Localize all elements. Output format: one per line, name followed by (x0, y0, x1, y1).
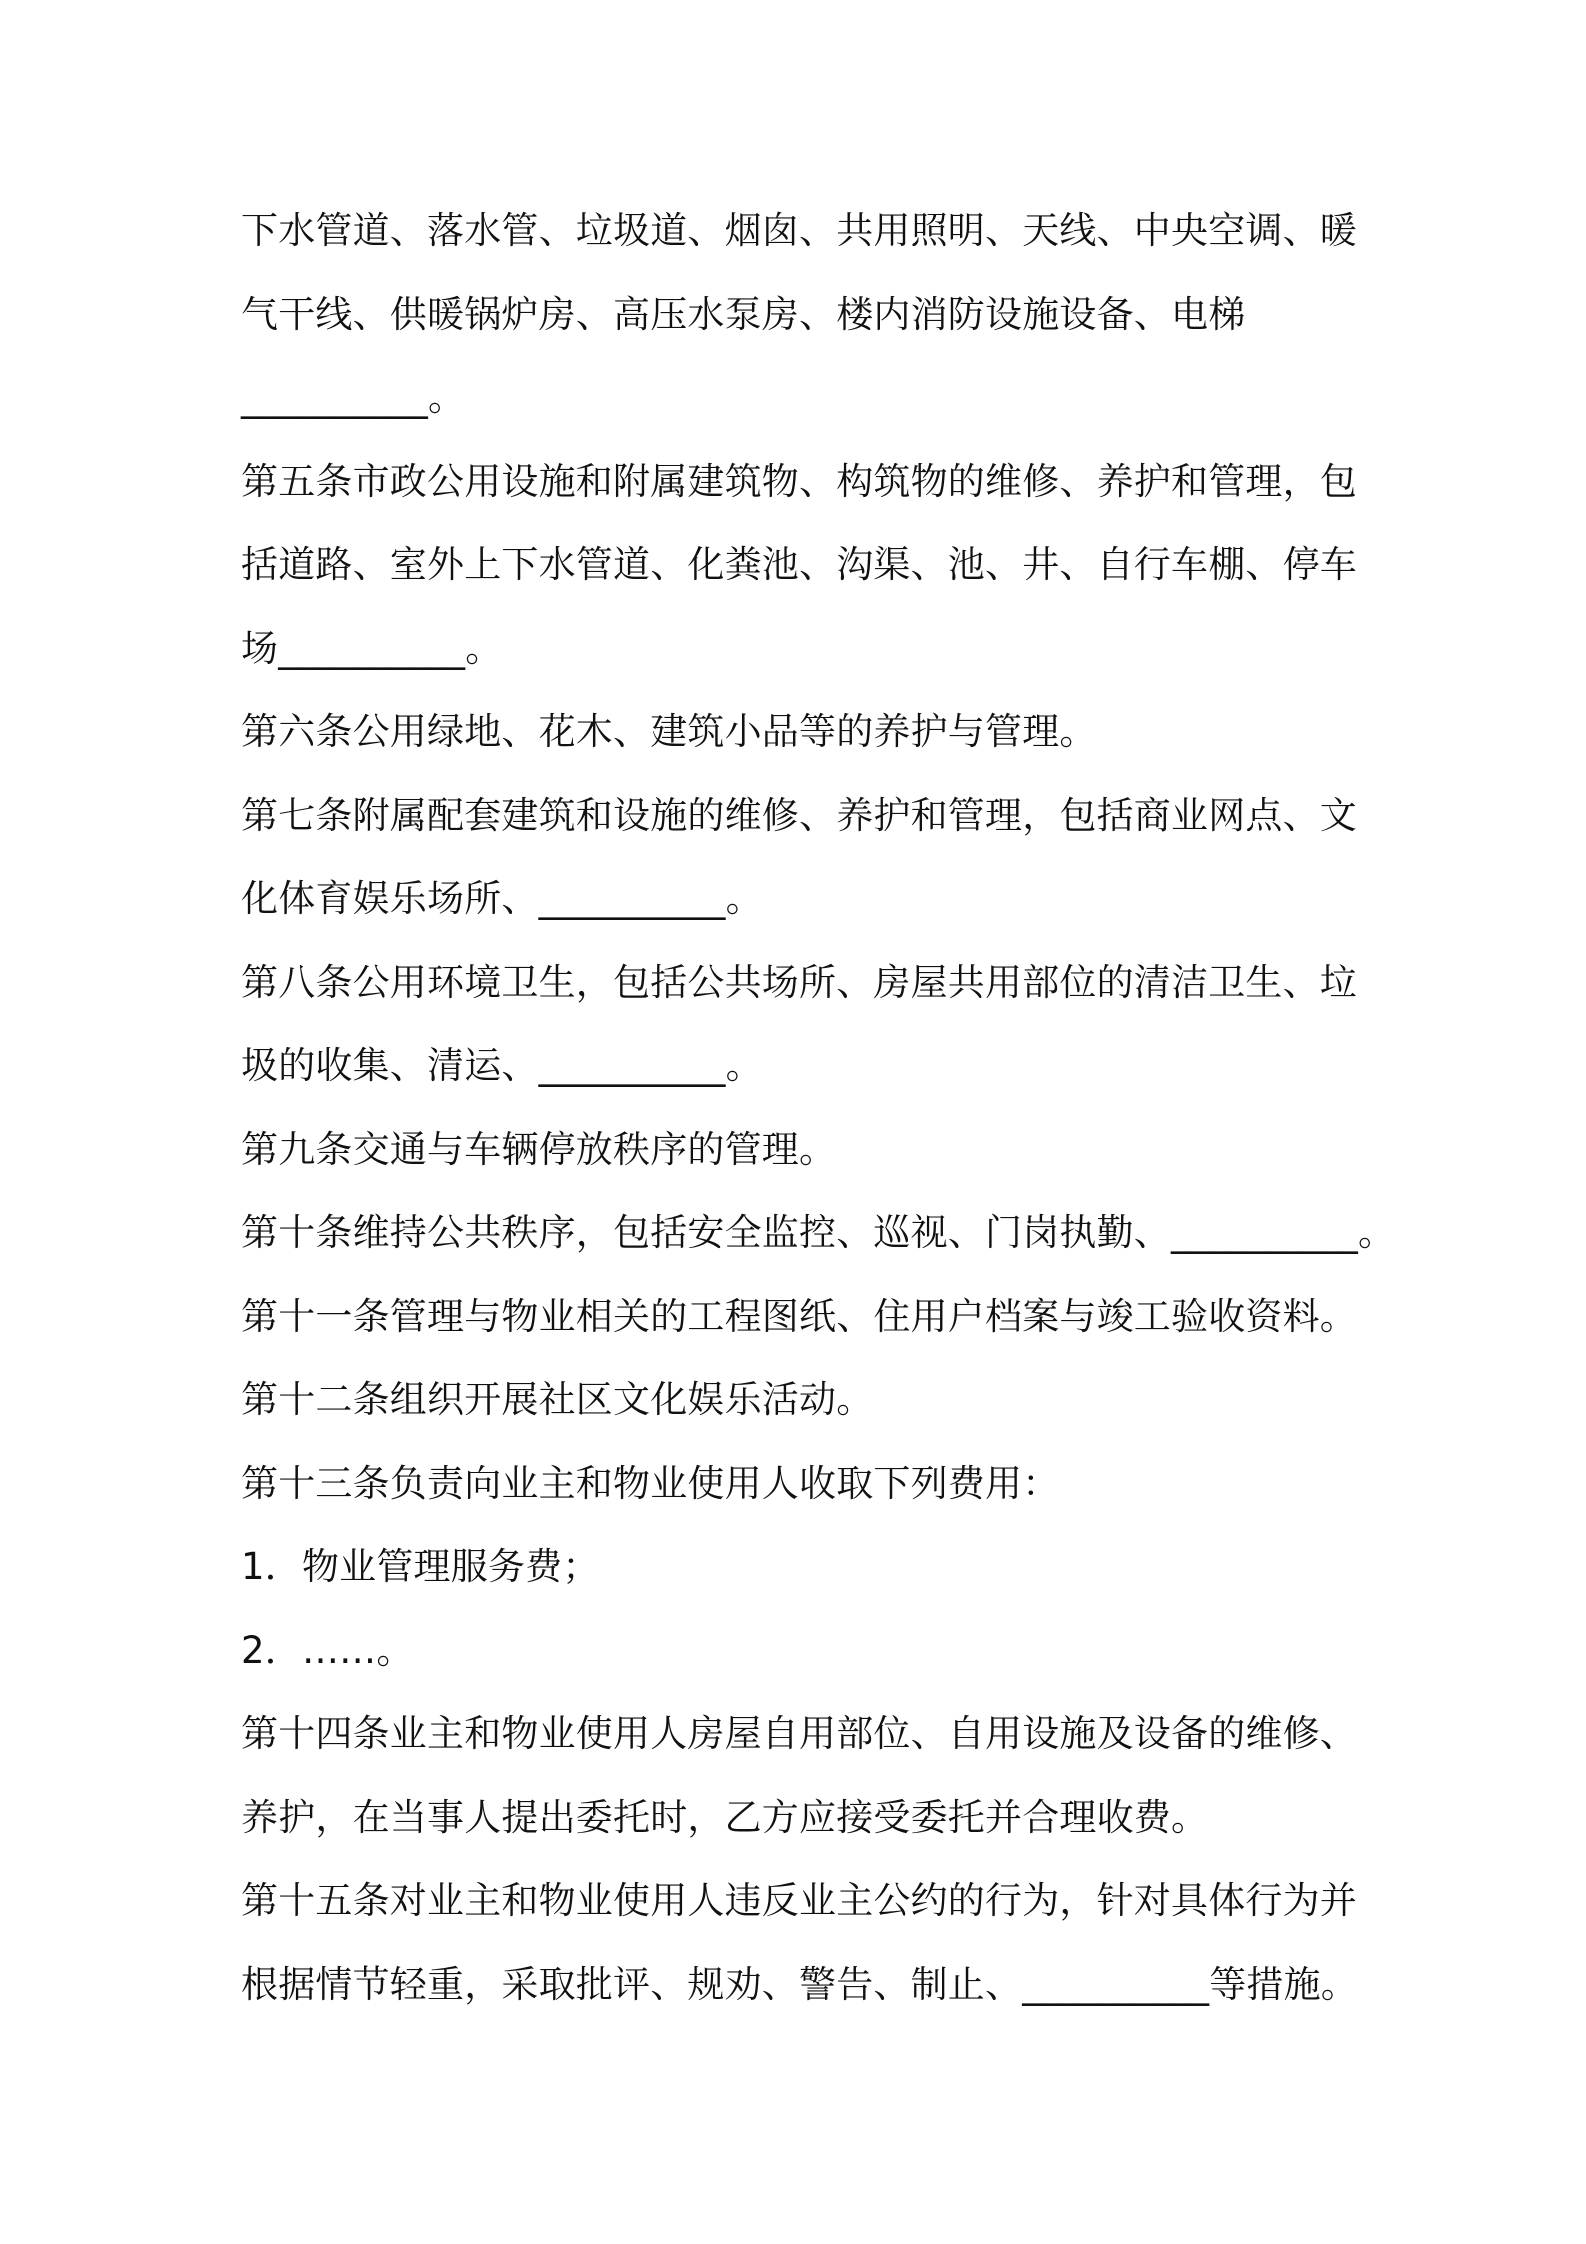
text-line: 化体育娱乐场所、__________。 (241, 877, 763, 920)
article-14: 第十四条业主和物业使用人房屋自用部位、自用设施及设备的维修、 (241, 1712, 1357, 1755)
text-line: 下水管道、落水管、垃圾道、烟囱、共用照明、天线、中央空调、暖 (241, 209, 1357, 252)
article-11: 第十一条管理与物业相关的工程图纸、住用户档案与竣工验收资料。 (241, 1294, 1357, 1338)
article-8: 第八条公用环境卫生，包括公共场所、房屋共用部位的清洁卫生、垃 (241, 960, 1357, 1004)
text-line: 养护，在当事人提出委托时，乙方应接受委托并合理收费。 (241, 1795, 1209, 1839)
document-body (241, 195, 1396, 2032)
article-6: 第六条公用绿地、花木、建筑小品等的养护与管理。 (241, 710, 1097, 753)
text-line: __________。 (241, 376, 466, 419)
text-line: 根据情节轻重，采取批评、规劝、警告、制止、__________等措施。 (241, 1962, 1358, 2006)
text-line: 场__________。 (241, 626, 503, 670)
article-15: 第十五条对业主和物业使用人违反业主公约的行为，针对具体行为并 (241, 1879, 1357, 1922)
text-line: 气干线、供暖锅炉房、高压水泵房、楼内消防设施设备、电梯 (241, 292, 1246, 336)
list-item: 1．物业管理服务费； (241, 1545, 600, 1588)
text-line: 括道路、室外上下水管道、化粪池、沟渠、池、井、自行车棚、停车 (241, 543, 1357, 586)
article-13: 第十三条负责向业主和物业使用人收取下列费用： (241, 1461, 1060, 1505)
article-12: 第十二条组织开展社区文化娱乐活动。 (241, 1378, 874, 1421)
text-line: 圾的收集、清运、__________。 (241, 1044, 763, 1087)
article-5: 第五条市政公用设施和附属建筑物、构筑物的维修、养护和管理，包 (241, 459, 1357, 503)
list-item: 2．……。 (241, 1628, 414, 1672)
article-10: 第十条维持公共秩序，包括安全监控、巡视、门岗执勤、__________。 (241, 1211, 1396, 1254)
article-9: 第九条交通与车辆停放秩序的管理。 (241, 1127, 837, 1171)
article-7: 第七条附属配套建筑和设施的维修、养护和管理，包括商业网点、文 (241, 793, 1357, 837)
